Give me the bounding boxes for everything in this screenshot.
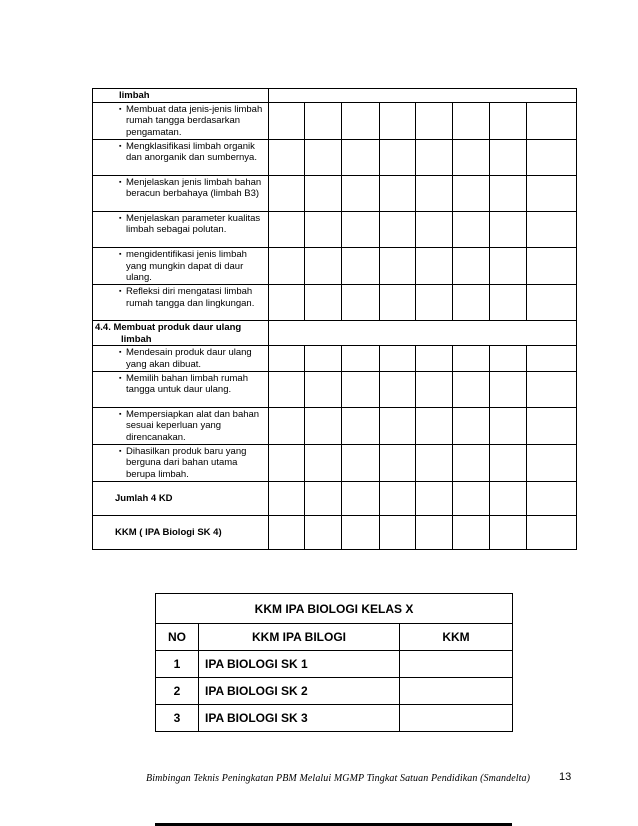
kkm-col-no: NO [156,624,199,651]
indicator-cell [93,371,269,407]
score-cell [305,481,342,515]
score-cell [342,284,379,320]
indicator-cell [93,247,269,284]
indicator-row [93,346,577,371]
score-cell [415,481,452,515]
score-cell [415,284,452,320]
page-number: 13 [559,771,572,783]
score-cell [489,102,526,139]
score-cell [269,139,305,175]
kkm-row [156,651,513,678]
score-cell [379,515,415,549]
score-cell [452,175,489,211]
kkm-row-subject: IPA BIOLOGI SK 1 [199,651,400,678]
score-cell [305,139,342,175]
score-cell [489,247,526,284]
kd-heading-cell [93,89,269,103]
score-cell [452,407,489,444]
bullet-icon: ▪ [119,410,122,418]
footer-text: Bimbingan Teknis Peningkatan PBM Melalui MGMP Tingkat Satuan Pendidikan (Smandelta) [146,773,531,784]
indicator-row [93,139,577,175]
score-cell [379,247,415,284]
score-cell [269,515,305,549]
score-cell [415,407,452,444]
score-cell [415,515,452,549]
indicator-text: Dihasilkan produk baru yang berguna dari bahan utama berupa limbah. [126,445,247,480]
score-cell [379,139,415,175]
score-cell [415,175,452,211]
indicator-text: Refleksi diri mengatasi limbah rumah tangga dan lingkungan. [126,285,255,309]
indicator-text: Menjelaskan parameter kualitas limbah sebagai polutan. [126,212,261,236]
indicator-cell [93,102,269,139]
kkm-row-no: 1 [156,651,199,678]
score-cell [269,444,305,481]
score-cell [342,102,379,139]
indicator-row [93,444,577,481]
score-cell [269,102,305,139]
score-cell [452,247,489,284]
kd-criteria-table [92,88,577,550]
indicator-text: Mengklasifikasi limbah organik dan anorganik dan sumbernya. [126,140,257,164]
score-cell [452,444,489,481]
bullet-icon: ▪ [119,287,122,295]
indicator-cell [93,407,269,444]
score-cell [526,102,576,139]
score-cell [305,515,342,549]
score-cell [452,346,489,371]
score-cell [269,407,305,444]
indicator-row [93,371,577,407]
score-cell [342,444,379,481]
score-cell [269,371,305,407]
score-cell [305,247,342,284]
score-cell [526,346,576,371]
score-cell [269,346,305,371]
kd-heading-cell [93,321,269,346]
score-cell [489,481,526,515]
kkm-row-value [400,651,513,678]
score-cell [269,175,305,211]
kkm-row-no: 3 [156,705,199,732]
bullet-icon: ▪ [119,374,122,382]
score-cell [305,211,342,247]
score-cell [269,211,305,247]
kkm-row-value [400,678,513,705]
bullet-icon: ▪ [119,250,122,258]
score-cell [415,444,452,481]
indicator-row [93,175,577,211]
score-cell [526,371,576,407]
score-cell [305,175,342,211]
summary-label: KKM ( IPA Biologi SK 4) [93,515,269,549]
score-cell [342,211,379,247]
kkm-row [156,705,513,732]
score-cell [452,139,489,175]
merged-score-cell [269,89,577,103]
score-cell [342,247,379,284]
score-cell [415,211,452,247]
score-cell [415,139,452,175]
score-cell [452,481,489,515]
score-cell [489,407,526,444]
score-cell [342,515,379,549]
score-cell [452,211,489,247]
score-cell [379,346,415,371]
score-cell [379,284,415,320]
kkm-col-kkm: KKM [400,624,513,651]
score-cell [342,371,379,407]
kkm-row [156,678,513,705]
score-cell [526,284,576,320]
jumlah-kd-row [93,481,577,515]
kkm-table [155,593,513,732]
score-cell [452,284,489,320]
kkm-row-subject: IPA BIOLOGI SK 2 [199,678,400,705]
indicator-row [93,284,577,320]
score-cell [305,371,342,407]
score-cell [489,211,526,247]
score-cell [379,444,415,481]
score-cell [379,481,415,515]
score-cell [489,371,526,407]
score-cell [526,175,576,211]
score-cell [526,247,576,284]
score-cell [526,139,576,175]
score-cell [305,284,342,320]
score-cell [489,175,526,211]
score-cell [269,247,305,284]
score-cell [305,407,342,444]
indicator-text: Memilih bahan limbah rumah tangga untuk daur ulang. [126,372,248,396]
kkm-summary-row [93,515,577,549]
bullet-icon: ▪ [119,349,122,357]
score-cell [489,515,526,549]
score-cell [489,139,526,175]
score-cell [415,247,452,284]
indicator-cell [93,211,269,247]
score-cell [342,481,379,515]
indicator-text: mengidentifikasi jenis limbah yang mungkin dapat di daur ulang. [126,248,247,284]
score-cell [342,175,379,211]
score-cell [342,346,379,371]
score-cell [415,346,452,371]
score-cell [489,444,526,481]
score-cell [526,481,576,515]
score-cell [452,515,489,549]
indicator-row [93,102,577,139]
kd-heading-continued-row [93,89,577,103]
score-cell [452,371,489,407]
kkm-row-no: 2 [156,678,199,705]
score-cell [342,407,379,444]
indicator-row [93,247,577,284]
score-cell [342,139,379,175]
indicator-cell [93,139,269,175]
kkm-table-title: KKM IPA BIOLOGI KELAS X [156,594,513,624]
score-cell [379,407,415,444]
score-cell [526,211,576,247]
score-cell [379,371,415,407]
score-cell [379,175,415,211]
score-cell [269,481,305,515]
indicator-text: Menjelaskan jenis limbah bahan beracun berbahaya (limbah B3) [126,176,262,200]
kd-heading-text: limbah [119,90,150,101]
kkm-col-subject: KKM IPA BILOGI [199,624,400,651]
score-cell [415,102,452,139]
bullet-icon: ▪ [119,447,122,455]
score-cell [305,444,342,481]
score-cell [526,444,576,481]
indicator-text: Mempersiapkan alat dan bahan sesuai keperluan yang direncanakan. [126,408,260,443]
score-cell [489,346,526,371]
score-cell [452,102,489,139]
indicator-row [93,211,577,247]
score-cell [526,407,576,444]
score-cell [379,102,415,139]
indicator-cell [93,346,269,371]
merged-score-cell [269,321,577,346]
indicator-row [93,407,577,444]
kd-heading-text: 4.4. Membuat produk daur ulang [95,322,242,334]
score-cell [269,284,305,320]
summary-label: Jumlah 4 KD [93,481,269,515]
score-cell [526,515,576,549]
kd-heading-text: limbah [121,333,152,345]
bullet-icon: ▪ [119,214,122,222]
bullet-icon: ▪ [119,105,122,113]
bullet-icon: ▪ [119,142,122,150]
score-cell [415,371,452,407]
indicator-cell [93,444,269,481]
score-cell [489,284,526,320]
indicator-text: Mendesain produk daur ulang yang akan dibuat. [126,347,252,370]
indicator-cell [93,284,269,320]
kkm-row-subject: IPA BIOLOGI SK 3 [199,705,400,732]
score-cell [305,346,342,371]
indicator-cell [93,175,269,211]
score-cell [379,211,415,247]
kd-heading-row [93,321,577,346]
kkm-row-value [400,705,513,732]
bullet-icon: ▪ [119,178,122,186]
indicator-text: Membuat data jenis-jenis limbah rumah tangga berdasarkan pengamatan. [126,103,263,138]
score-cell [305,102,342,139]
